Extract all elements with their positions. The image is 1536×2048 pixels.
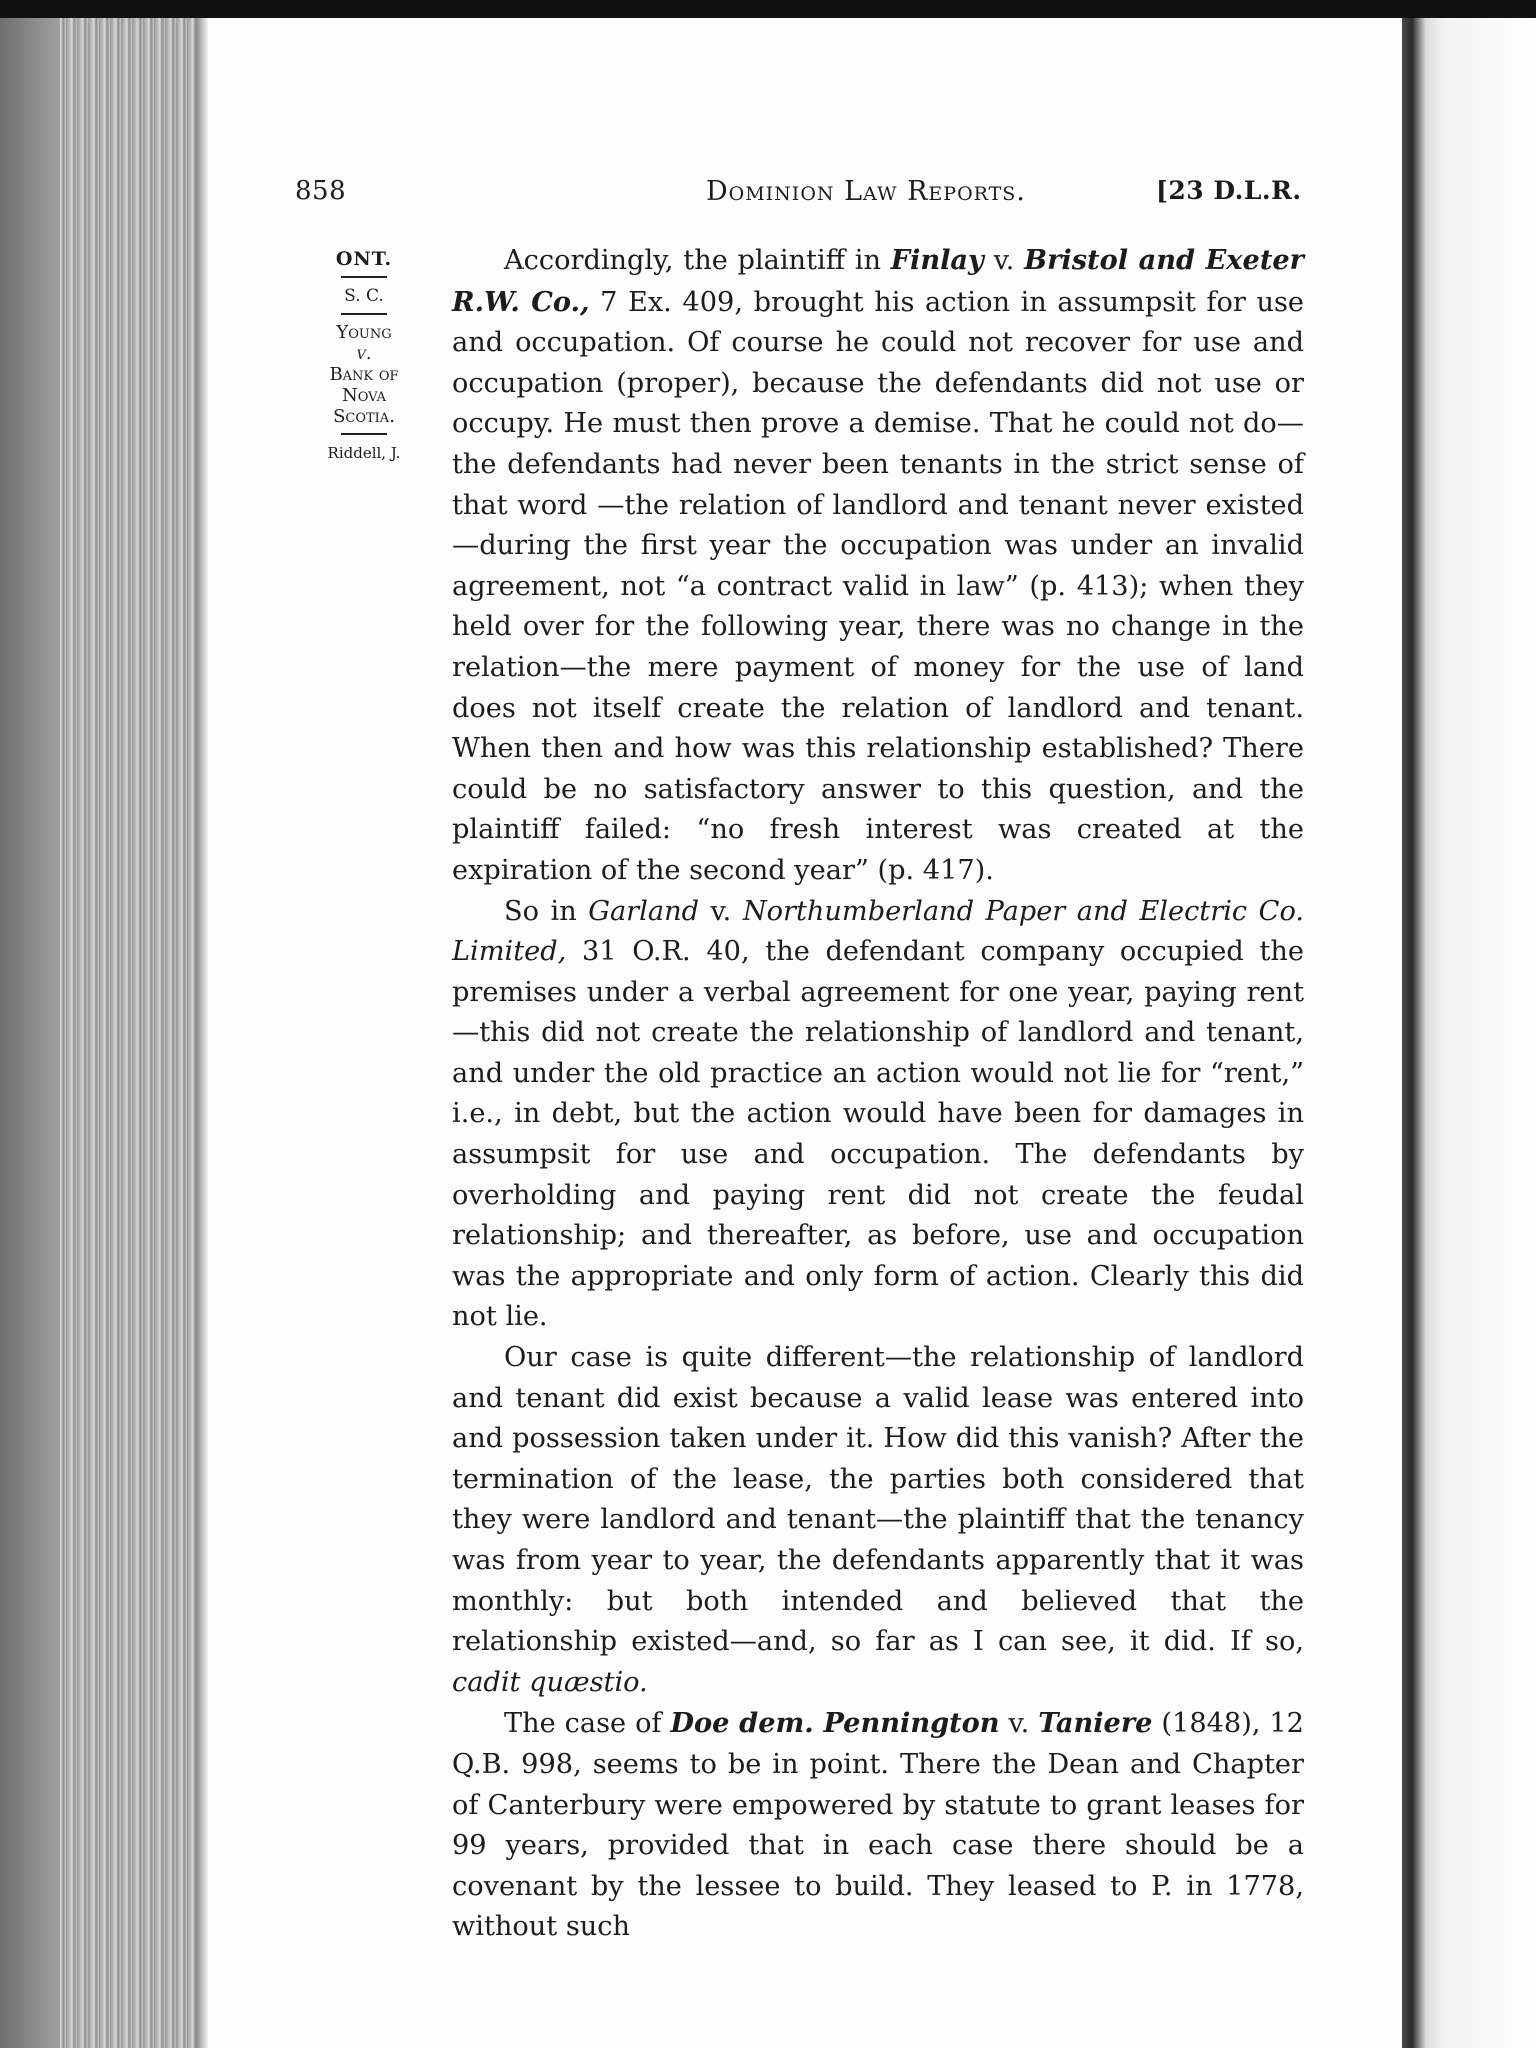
sidenote-rule xyxy=(341,313,387,315)
paragraph-4 xyxy=(452,1703,1304,1948)
sidenote-rule xyxy=(341,433,387,435)
journal-title: Dominion Law Reports. xyxy=(706,176,1026,207)
page-number: 858 xyxy=(295,176,347,206)
case-citation-party: Northumberland Paper and Electric Co. Limited, xyxy=(452,895,1305,968)
sidenote-rule xyxy=(341,276,387,278)
sidenote-judge: Riddell, J. xyxy=(327,444,401,462)
text-run: Our case is quite different—the relationship of landlord and tenant did exist because a valid lease was entered into and possession taken under it. How did this vanish? After the termination of the lease, the parties both considered that they were landlord and tenant—the plaintiff that the tenancy was from year to year, the defendants apparently that it was monthly: but both intended and believed that the relationship existed—and, so far as I can see, it did. If so, xyxy=(452,1342,1304,1658)
case-citation-party: Doe dem. Pennington xyxy=(670,1707,1000,1740)
scan-top-border xyxy=(0,0,1536,18)
book-gutter-right xyxy=(1402,18,1536,2048)
case-citation-party: Taniere xyxy=(1038,1707,1153,1740)
sidenote-case-name xyxy=(318,322,410,427)
sidenote-court: ONT. xyxy=(335,248,393,270)
text-run: So in xyxy=(504,895,589,927)
case-versus: v. xyxy=(356,343,372,364)
text-run: 7 Ex. 409, brought his action in assumpsit for use and occupation. Of course he could not recover for use and occupation (proper), because the defendants did not use or occupy. He must then prove a demise. That he could not do—the defendants had never been tenants in the strict sense of that word —the relation of landlord and tenant never existed—during the first year the occupation was under an invalid agreement, not “a contract valid in law” (p. 413); when they held over for the following year, there was no change in the relation—the mere payment of money for the use of land does not itself create the relation of landlord and tenant. When then and how was this relationship established? There could be no satisfactory answer to this question, and the plaintiff failed: “no fresh interest was created at the expiration of the second year” (p. 417). xyxy=(452,286,1304,886)
page-shadow xyxy=(196,18,208,2048)
text-run: v. xyxy=(699,895,743,927)
case-citation-party: Garland xyxy=(588,895,699,927)
sidenote xyxy=(318,248,410,464)
case-party-1: Young xyxy=(336,322,392,343)
text-run: v. xyxy=(999,1708,1039,1740)
paragraph-1 xyxy=(452,240,1304,892)
text-run: The case of xyxy=(504,1708,671,1740)
latin-phrase: cadit quæstio. xyxy=(452,1666,648,1698)
text-run: Accordingly, the plaintiff in xyxy=(504,245,891,276)
text-run: 31 O.R. 40, the defendant company occupied the premises under a verbal agreement for one year, paying rent—this did not create the relationship of landlord and tenant, and under the old practice an action would not lie for “rent,” i.e., in debt, but the action would have been for damages in assumpsit for use and occupation. The defendants by overholding and paying rent did not create the feudal relationship; and thereafter, as before, use and occupation was the appropriate and only form of action. Clearly this did not lie. xyxy=(452,936,1304,1333)
text-run: (1848), 12 Q.B. 998, seems to be in point. There the Dean and Chapter of Canterbury were empowered by statute to grant leases for 99 years, provided that in each case there should be a covenant by the lessee to build. They leased to P. in 1778, without such xyxy=(452,1708,1304,1943)
paragraph-2 xyxy=(452,892,1304,1339)
volume-reference: [23 D.L.R. xyxy=(1156,176,1302,205)
paragraph-3 xyxy=(452,1338,1304,1703)
book-edge-left xyxy=(0,18,60,2048)
case-party-2-line-2: Nova xyxy=(341,385,387,406)
sidenote-court-level: S. C. xyxy=(344,286,384,306)
text-run: v. xyxy=(983,245,1025,276)
case-party-2-line-1: Bank of xyxy=(329,364,399,385)
case-citation-party: Finlay xyxy=(890,244,984,276)
body-text xyxy=(452,240,1304,1948)
case-citation-party: Bristol and Exeter R.W. Co., xyxy=(452,244,1304,318)
case-party-2-line-3: Scotia. xyxy=(333,406,395,427)
